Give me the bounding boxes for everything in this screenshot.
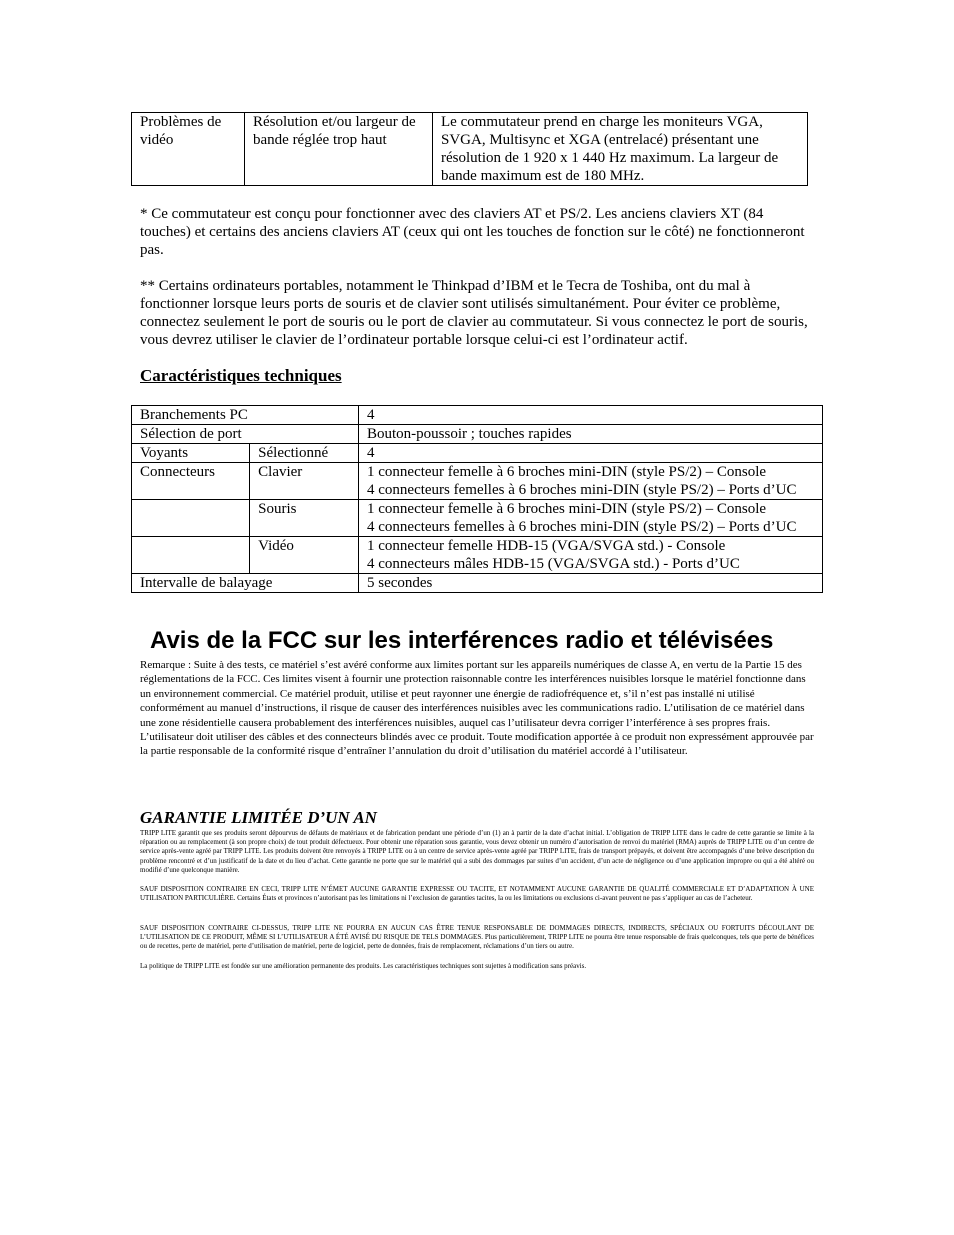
table-row (132, 500, 823, 537)
spec-sublabel: Clavier (250, 463, 359, 500)
table-row (132, 406, 823, 425)
spec-value: 5 secondes (359, 574, 823, 593)
spec-label (132, 500, 250, 537)
table-row (132, 463, 823, 500)
specs-title: Caractéristiques techniques (140, 366, 342, 385)
problem-cell: Problèmes de vidéo (132, 113, 245, 186)
keyboard-compatibility-note: * Ce commutateur est conçu pour fonctionner avec des claviers AT et PS/2. Les anciens claviers XT (84 touches) et certains des anciens claviers AT (ceux qui ont les touches de fonction sur le côté) ne fonctionneront pas. (140, 206, 805, 258)
table-row (132, 537, 823, 574)
spec-value: Bouton-poussoir ; touches rapides (359, 425, 823, 444)
spec-value: 4 (359, 406, 823, 425)
cause-cell: Résolution et/ou largeur de bande réglée trop haut (245, 113, 433, 186)
spec-value (359, 537, 823, 574)
spec-value (359, 500, 823, 537)
spec-sublabel: Souris (250, 500, 359, 537)
table-row (132, 574, 823, 593)
spec-value-line: 1 connecteur femelle à 6 broches mini-DIN (style PS/2) – Console (367, 501, 767, 517)
warranty-title: GARANTIE LIMITÉE D’UN AN (140, 808, 377, 827)
spec-value (359, 463, 823, 500)
spec-label: Sélection de port (132, 425, 359, 444)
solution-cell: Le commutateur prend en charge les moniteurs VGA, SVGA, Multisync et XGA (entrelacé) présentant une résolution de 1 920 x 1 440 Hz maximum. La largeur de bande maximum est de 180 MHz. (433, 113, 808, 186)
warranty-paragraph: La politique de TRIPP LITE est fondée sur une amélioration permanente des produits. Les caractéristiques techniques sont sujettes à modification sans préavis. (140, 962, 587, 970)
troubleshooting-table (131, 112, 808, 186)
fcc-title: Avis de la FCC sur les interférences radio et télévisées (150, 627, 774, 654)
warranty-paragraph: TRIPP LITE garantit que ses produits seront dépourvus de défauts de matériaux et de fabrication pendant une période d’un (1) an à partir de la date d’achat initial. L’obligation de TRIPP LITE dans le cadre de cette garantie se limite à la réparation ou au remplacement (à son propre choix) de tout produit défectueux. Pour obtenir une réparation sous garantie, vous devez obtenir un numéro d’autorisation de renvoi du matériel (RMA) auprès de TRIPP LITE ou d’un centre de service après-vente agréé par TRIPP LITE. Les produits doivent être renvoyés à TRIPP LITE ou à un centre de service après-vente agréé par TRIPP LITE, frais de transport prépayés, et doivent être accompagnés d’une brève description du problème rencontré et d’un justificatif de la date et du lieu d’achat. Cette garantie ne porte que sur le matériel qui a subi des dommages par suites d’un accident, d’un acte de négligence ou d’une application impropre ou qui a été altéré ou modifié d’une quelconque manière. (140, 829, 814, 874)
spec-value-line: 1 connecteur femelle HDB-15 (VGA/SVGA std.) - Console (367, 538, 726, 554)
spec-value-line: 1 connecteur femelle à 6 broches mini-DIN (style PS/2) – Console (367, 464, 767, 480)
spec-label: Intervalle de balayage (132, 574, 359, 593)
table-row (132, 113, 808, 186)
fcc-notice-text: Remarque : Suite à des tests, ce matériel s’est avéré conforme aux limites portant sur les appareils numériques de classe A, en vertu de la Partie 15 des réglementations de la FCC. Ces limites visent à fournir une protection raisonnable contre les interférences nuisibles lorsque le matériel fonctionne dans un environnement commercial. Ce matériel produit, utilise et peut rayonner une énergie de radiofréquence et, s’il n’est pas installé ni utilisé conformément au manuel d’instructions, il risque de causer des interférences nuisibles avec les communications radio. L’utilisation de ce matériel dans une zone résidentielle causera probablement des interférences nuisibles, auquel cas l’utilisateur devra corriger l’interférence à ses propres frais. L’utilisateur doit utiliser des câbles et des connecteurs blindés avec ce produit. Toute modification apportée à ce produit non expressément approuvée par la partie responsable de la conformité risque d’entraîner l’annulation du droit d’utilisation du matériel accordé à l’utilisateur. (140, 659, 814, 758)
warranty-paragraph: SAUF DISPOSITION CONTRAIRE CI-DESSUS, TRIPP LITE NE POURRA EN AUCUN CAS ÊTRE TENUE RESPONSABLE DE DOMMAGES DIRECTS, INDIRECTS, SPÉCIAUX OU FORTUITS DÉCOULANT DE L’UTILISATION DE CE PRODUIT, MÊME SI L’UTILISATEUR A ÉTÉ AVISÉ DU RISQUE DE TELS DOMMAGES. Plus particulièrement, TRIPP LITE ne pourra être tenue responsable de frais quelconques, tels que perte de bénéfices ou de recettes, perte de matériel, perte d’utilisation de matériel, perte de logiciel, perte de données, frais de remplacement, réclamations d’un tiers ou autre. (140, 924, 814, 951)
spec-sublabel: Vidéo (250, 537, 359, 574)
spec-value-line: 4 connecteurs femelles à 6 broches mini-DIN (style PS/2) – Ports d’UC (367, 519, 797, 535)
specs-table (131, 405, 823, 593)
spec-label (132, 537, 250, 574)
laptop-note: ** Certains ordinateurs portables, notamment le Thinkpad d’IBM et le Tecra de Toshiba, ont du mal à fonctionner lorsque leurs ports de souris et de clavier sont utilisés simultanément. Pour éviter ce problème, connectez seulement le port de souris ou le port de clavier au commutateur. Si vous connectez le port de souris, vous devrez utiliser le clavier de l’ordinateur portable lorsque celui-ci est l’ordinateur actif. (140, 278, 808, 348)
warranty-paragraph: SAUF DISPOSITION CONTRAIRE EN CECI, TRIPP LITE N’ÉMET AUCUNE GARANTIE EXPRESSE OU TACITE, ET NOTAMMENT AUCUNE GARANTIE DE QUALITÉ COMMERCIALE ET D’ADAPTATION À UNE UTILISATION PARTICULIÈRE. Certains États et provinces n’autorisant pas les limitations ni l’exclusion de garanties tacites, la ou les limitations ou exclusions ci-avant peuvent ne pas s’appliquer au cas de l’acheteur. (140, 885, 814, 903)
spec-label: Branchements PC (132, 406, 359, 425)
spec-value-line: 4 connecteurs femelles à 6 broches mini-DIN (style PS/2) – Ports d’UC (367, 482, 797, 498)
spec-sublabel: Sélectionné (250, 444, 359, 463)
table-row (132, 425, 823, 444)
spec-value: 4 (359, 444, 823, 463)
spec-value-line: 4 connecteurs mâles HDB-15 (VGA/SVGA std.) - Ports d’UC (367, 556, 740, 572)
table-row (132, 444, 823, 463)
spec-label: Voyants (132, 444, 250, 463)
spec-label: Connecteurs (132, 463, 250, 500)
